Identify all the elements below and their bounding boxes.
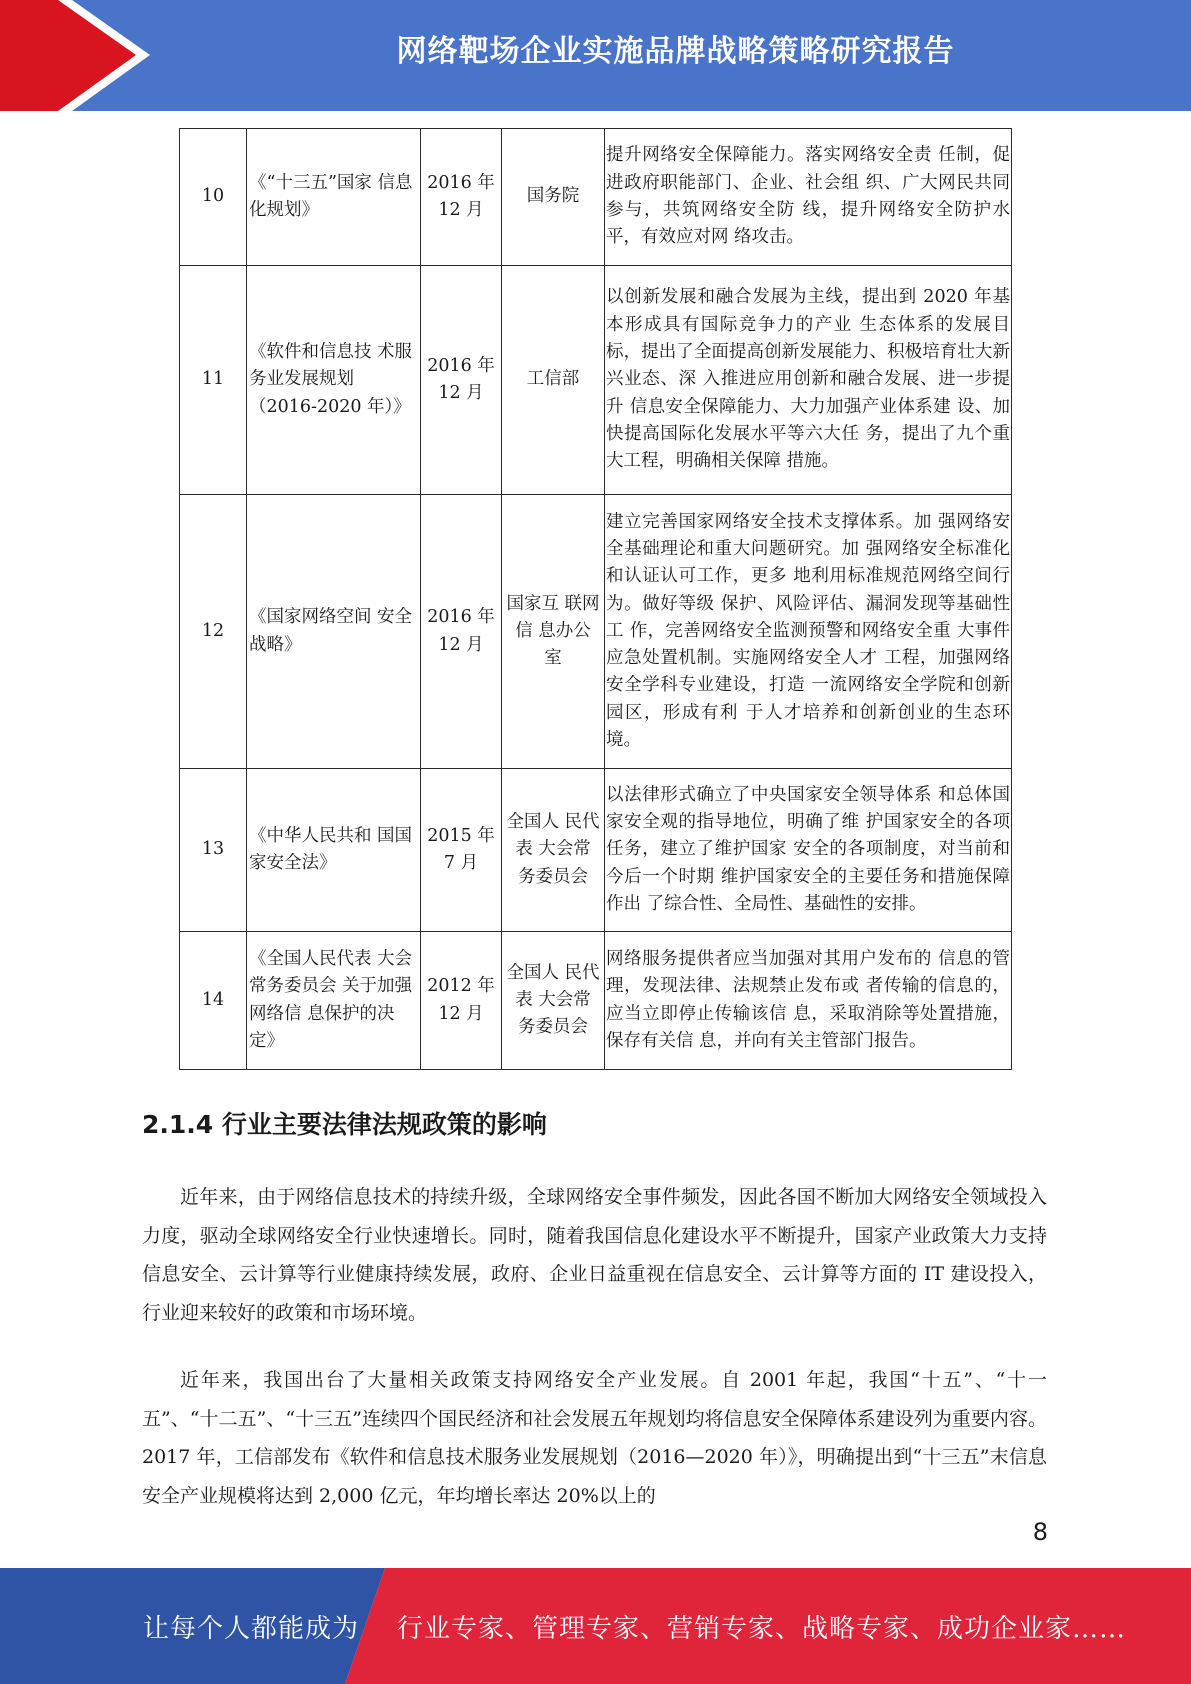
- issuing-body: 工信部: [502, 266, 605, 495]
- row-number: 13: [180, 769, 247, 932]
- body-paragraph: 近年来，由于网络信息技术的持续升级，全球网络安全事件频发，因此各国不断加大网络安全领域投入力度，驱动全球网络安全行业快速增长。同时，随着我国信息化建设水平不断提升，国家产业政策大力支持信息安全、云计算等行业健康持续发展，政府、企业日益重视在信息安全、云计算等方面的 IT 建设投入，行业迎来较好的政策和市场环境。: [142, 1186, 1047, 1324]
- issuing-body: 国务院: [502, 129, 605, 266]
- issue-date: 2016 年 12 月: [421, 266, 502, 495]
- issuing-body: 国家互 联网信 息办公 室: [502, 495, 605, 769]
- table-row: [180, 932, 1012, 1070]
- policy-description: 建立完善国家网络安全技术支撑体系。加 强网络安全基础理论和重大问题研究。加 强网络安全标准化和认证认可工作，更多 地利用标准规范网络空间行为。做好等级 保护、风险评估、漏洞发现等基础性工 作，完善网络安全监测预警和网络安全重 大事件应急处置机制。实施网络安全人才 工程，加强网络安全学科专业建设，打造 一流网络安全学院和创新园区，形成有利 于人才培养和创新创业的生态环境。: [605, 495, 1012, 769]
- policy-table: [179, 128, 1012, 1070]
- policy-name: 《软件和信息技 术服务业发展规划（2016-2020 年）》: [247, 266, 421, 495]
- row-number: 11: [180, 266, 247, 495]
- policy-name: 《国家网络空间 安全战略》: [247, 495, 421, 769]
- policy-description: 以法律形式确立了中央国家安全领导体系 和总体国家安全观的指导地位，明确了维 护国家安全的各项任务，建立了维护国家 安全的各项制度，对当前和今后一个时期 维护国家安全的主要任务和措施保障作出 了综合性、全局性、基础性的安排。: [605, 769, 1012, 932]
- policy-description: 网络服务提供者应当加强对其用户发布的 信息的管理，发现法律、法规禁止发布或 者传输的信息的，应当立即停止传输该信 息，采取消除等处置措施，保存有关信 息，并向有关主管部门报告。: [605, 932, 1012, 1070]
- issue-date: 2016 年 12 月: [421, 495, 502, 769]
- section-heading: 2.1.4 行业主要法律法规政策的影响: [142, 1110, 547, 1139]
- header-banner: [0, 0, 1191, 111]
- report-title: 网络靶场企业实施品牌战略策略研究报告: [396, 34, 955, 69]
- page-number: 8: [1032, 1518, 1048, 1546]
- policy-name: 《全国人民代表 大会常务委员会 关于加强网络信 息保护的决定》: [247, 932, 421, 1070]
- row-number: 14: [180, 932, 247, 1070]
- policy-name: 《“十三五”国家 信息化规划》: [247, 129, 421, 266]
- footer-slogan-right: 行业专家、管理专家、营销专家、战略专家、成功企业家……: [397, 1614, 1127, 1644]
- issue-date: 2012 年 12 月: [421, 932, 502, 1070]
- table-row: [180, 266, 1012, 495]
- policy-name: 《中华人民共和 国国家安全法》: [247, 769, 421, 932]
- footer-banner: [0, 1568, 1191, 1684]
- issuing-body: 全国人 民代表 大会常 务委员会: [502, 932, 605, 1070]
- policy-description: 以创新发展和融合发展为主线，提出到 2020 年基本形成具有国际竞争力的产业 生态体系的发展目标，提出了全面提高创新发展能力、积极培育壮大新兴业态、深 入推进应用创新和融合发展、进一步提升 信息安全保障能力、大力加强产业体系建 设、加快提高国际化发展水平等六大任 务，提出了九个重大工程，明确相关保障 措施。: [605, 266, 1012, 495]
- issuing-body: 全国人 民代表 大会常 务委员会: [502, 769, 605, 932]
- row-number: 10: [180, 129, 247, 266]
- issue-date: 2015 年 7 月: [421, 769, 502, 932]
- issue-date: 2016 年 12 月: [421, 129, 502, 266]
- policy-description: 提升网络安全保障能力。落实网络安全责 任制，促进政府职能部门、企业、社会组 织、广大网民共同参与，共筑网络安全防 线，提升网络安全防护水平，有效应对网 络攻击。: [605, 129, 1012, 266]
- row-number: 12: [180, 495, 247, 769]
- body-paragraph: 近年来，我国出台了大量相关政策支持网络安全产业发展。自 2001 年起，我国“十五”、“十一五”、“十二五”、“十三五”连续四个国民经济和社会发展五年规划均将信息安全保障体系建设列为重要内容。2017 年，工信部发布《软件和信息技术服务业发展规划（2016—2020 年）》，明确提出到“十三五”末信息安全产业规模将达到 2,000 亿元，年均增长率达 20%以上的: [142, 1369, 1047, 1507]
- table-row: [180, 495, 1012, 769]
- table-row: [180, 129, 1012, 266]
- table-row: [180, 769, 1012, 932]
- footer-slogan-left: 让每个人都能成为: [143, 1614, 360, 1644]
